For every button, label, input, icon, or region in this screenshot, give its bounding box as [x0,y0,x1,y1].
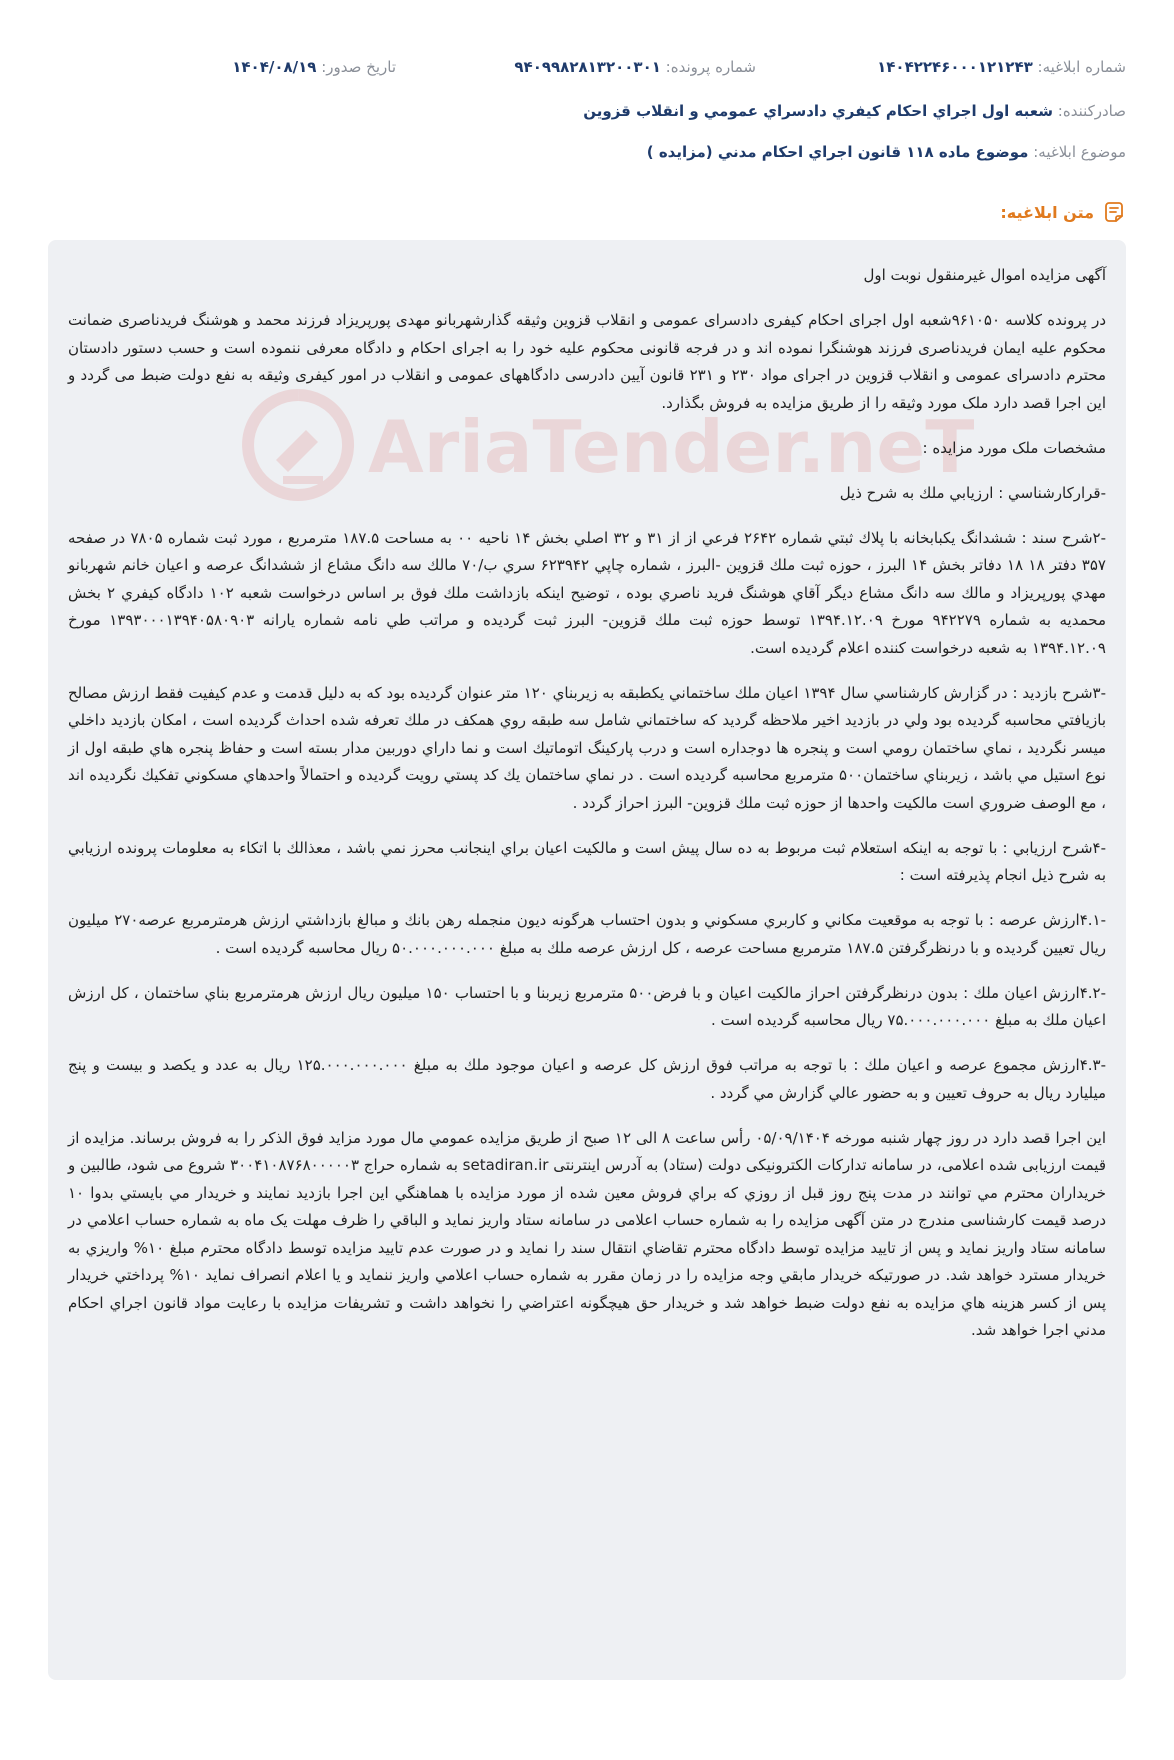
notice-title-paragraph: آگهی مزایده اموال غیرمنقول نوبت اول [863,266,1106,284]
notice-paragraph: -۲شرح سند : ششدانگ يكبابخانه با پلاك ثبتي شماره ۲۶۴۲ فرعي از از ۳۱ و ۳۲ اصلي بخش ۱۴ ناحيه ۰۰ به مساحت ۱۸۷.۵ مترمربع ، مورد ثبت شماره ۷۸۰۵ در صفحه ۳۵۷ دفتر ۱۸ ۱۸ دفاتر بخش ۱۴ البرز ، حوزه ثبت ملك قزوين -البرز ، شماره چاپي ۶۲۳۹۴۲ سري ب/۷۰ مالك سه دانگ مشاع از ششدانگ عرصه و اعيان خانم شهربانو مهدي پورپريزاد و مالك سه دانگ مشاع ديگر آقاي هوشنگ فريد ناصري بوده ، توضيح اينكه بازداشت ملك فوق بر اساس درخواست شعبه ۱۰۲ دادگاه كيفري ۲ بخش محمديه به شماره ۹۴۲۲۷۹ مورخ ۱۳۹۴.۱۲.۰۹ توسط حوزه ثبت ملك قزوين- البرز ثبت گرديده و مراتب طي نامه شماره يارانه ۱۳۹۳۰۰۰۱۳۹۴۰۵۸۰۹۰۳ مورخ ۱۳۹۴.۱۲.۰۹ به شعبه درخواست كننده اعلام گرديده است. [68,528,1106,657]
notice-paragraph: مشخصات ملک مورد مزایده : [922,438,1106,457]
notice-body-panel [48,240,1126,1680]
issuer-label: صادرکننده: [1057,102,1126,120]
case-number-value: ۹۴۰۹۹۸۲۸۱۳۲۰۰۳۰۱ [514,58,661,76]
notice-meta-row [48,58,1126,82]
notice-number-value: ۱۴۰۴۲۲۴۶۰۰۰۱۲۱۲۴۳ [877,58,1033,76]
notice-text-heading [1000,200,1126,224]
issue-date-value: ۱۴۰۴/۰۸/۱۹ [232,58,317,76]
notice-paragraph: -قرارکارشناسي : ارزيابي ملك به شرح ذيل [839,483,1106,502]
notice-number [877,58,1126,76]
watermark-text: AriaTender.neT [368,405,975,489]
notice-paragraph: -۳شرح بازديد : در گزارش كارشناسي سال ۱۳۹۴ اعيان ملك ساختماني يكطبقه به زيربناي ۱۲۰ متر عنوان گرديده بود كه به دليل قدمت و عدم كيفيت فقط ارزش مصالح بازيافتي محاسبه گرديده بود ولي در بازديد اخير ملاحظه گرديد كه ساختماني شامل سه طبقه روي همكف در ملك تعرفه شده احداث گرديده است ، امكان بازديد داخلي ميسر نگرديد ، نماي ساختمان رومي است و پنجره ها دوجداره است و درب پاركينگ اتوماتيك است و نما داراي دوربين مدار بسته است و حفاظ پنجره هاي طبقه اول از نوع استيل مي باشد ، زيربناي ساختمان۵۰۰ مترمربع محاسبه گرديده است . در نماي ساختمان يك كد پستي رويت گرديده و احتمالاً واحدهاي مسكوني تفكيك نگرديده اند ، مع الوصف ضروري است مالكيت واحدها از حوزه ثبت ملك قزوين- البرز احراز گردد . [68,683,1107,812]
subject-label: موضوع ابلاغيه: [1033,143,1126,161]
document-text-icon [1102,200,1126,224]
notice-paragraph: این اجرا قصد دارد در روز چهار شنبه مورخه ۰۵/۰۹/۱۴۰۴ رأس ساعت ۸ الی ۱۲ صبح از طريق مزايده عمومي مال مورد مزايد فوق الذكر را به فروش برساند. مزایده از قیمت ارزیابی شده اعلامی، در سامانه تدارکات الکترونیکی دولت (ستاد) به آدرس اینترنتی setadiran.ir به شماره حراج ۳۰۰۴۱۰۸۷۶۸۰۰۰۰۰۳ شروع می شود، طالبين و خريداران محترم مي توانند در مدت پنج روز قبل از روزي كه براي فروش معين شده از مورد مزايده با هماهنگي اين اجرا بازديد نمايند و خريدار مي بايستي بدوا ۱۰ درصد قيمت کارشناسی مندرج در متن آگهی مزایده را به شماره حساب اعلامی در سامانه ستاد واریز نماید و الباقي را ظرف مهلت یک ماه به شماره حساب اعلامي در سامانه ستاد واريز نمايد و پس از تاييد مزايده توسط دادگاه محترم تقاضاي انتقال سند را نمايد و در صورت عدم تاييد مزايده توسط دادگاه محترم مبلغ ۱۰% واريزي به خريدار مسترد خواهد شد. در صورتيكه خريدار مابقي وجه مزايده را در زمان مقرر به شماره حساب اعلامي واريز ننمايد و يا اعلام انصراف نمايد ۱۰% پرداختي خريدار پس از كسر هزينه هاي مزايده به نفع دولت ضبط خواهد شد و خريدار حق هيچگونه اعتراضي را نخواهد داشت و تشريفات مزايده با رعايت مواد قانون اجراي احكام مدني اجرا خواهد شد. [68,1128,1106,1339]
notice-paragraph: -۴شرح ارزيابي : با توجه به اينكه استعلام ثبت مربوط به ده سال پيش است و مالكيت اعيان براي اينجانب محرز نمي باشد ، معذالك با اتكاء به معلومات پرونده ارزيابي به شرح ذيل انجام پذيرفته است : [68,838,1106,884]
notice-paragraph: -۴.۱ارزش عرصه : با توجه به موقعيت مكاني و كاربري مسكوني و بدون احتساب هرگونه ديون منجمله رهن بانك و مبالغ بازداشتي ارزش هرمترمربع عرصه۲۷۰ ميليون ريال تعيين گرديده و با درنظرگرفتن ۱۸۷.۵ مترمربع مساحت عرصه ، كل ارزش عرصه ملك به مبلغ ۵۰.۰۰۰.۰۰۰.۰۰۰ ريال محاسبه گرديده است . [68,911,1106,957]
notice-text-title: متن ابلاغيه: [1000,202,1094,222]
case-number [514,58,756,76]
notice-paragraph: -۴.۳ارزش مجموع عرصه و اعيان ملك : با توجه به مراتب فوق ارزش كل عرصه و اعيان موجود ملك به مبلغ ۱۲۵.۰۰۰.۰۰۰.۰۰۰ ريال به عدد و يكصد و بيست و پنج ميليارد ريال به حروف تعيين و به حضور عالي گزارش مي گردد . [68,1056,1106,1102]
case-number-label: شماره پرونده: [665,58,756,76]
notice-number-label: شماره ابلاغيه: [1037,58,1126,76]
issue-date-label: تاريخ صدور: [321,58,396,76]
notice-paragraph: در پرونده کلاسه ۹۶۱۰۵۰شعبه اول اجرای احکام کیفری دادسرای عمومی و انقلاب قزوین وثیقه گذارشهربانو مهدی پورپریزاد فرزند محمد و هوشنگ فریدناصری ضمانت محکوم علیه ایمان فریدناصری فرزند هوشنگرا نموده اند و در فرجه قانونی محکوم علیه خود را به اجرای احکام و دادگاه معرفی ننموده است و حسب دستور دادستان محترم دادسرای عمومی و انقلاب قزوین در اجرای مواد ۲۳۰ و ۲۳۱ قانون آیین دادرسی دادگاههای عمومی و انقلاب در امور کیفری وثیقه به نفع دولت ضبط می گردد و این اجرا قصد دارد ملک مورد وثیقه را از طریق مزایده به فروش بگذارد. [68,311,1107,412]
notice-paragraph: -۴.۲ارزش اعيان ملك : بدون درنظرگرفتن احراز مالكيت اعيان و با فرض۵۰۰ مترمربع زيربنا و با احتساب ۱۵۰ ميليون ريال ارزش هرمترمربع بناي ساختمان ، كل ارزش اعيان ملك به مبلغ ۷۵.۰۰۰.۰۰۰.۰۰۰ ريال محاسبه گرديده است . [68,983,1106,1029]
issuer-value: شعبه اول اجراي احكام كيفري دادسراي عمومي و انقلاب قزوين [583,102,1053,120]
issue-date [232,58,396,76]
subject-value: موضوع ماده ۱۱۸ قانون اجراي احكام مدني (مزايده ) [646,143,1029,161]
issuer-row [48,102,1126,120]
subject-row [48,143,1126,161]
